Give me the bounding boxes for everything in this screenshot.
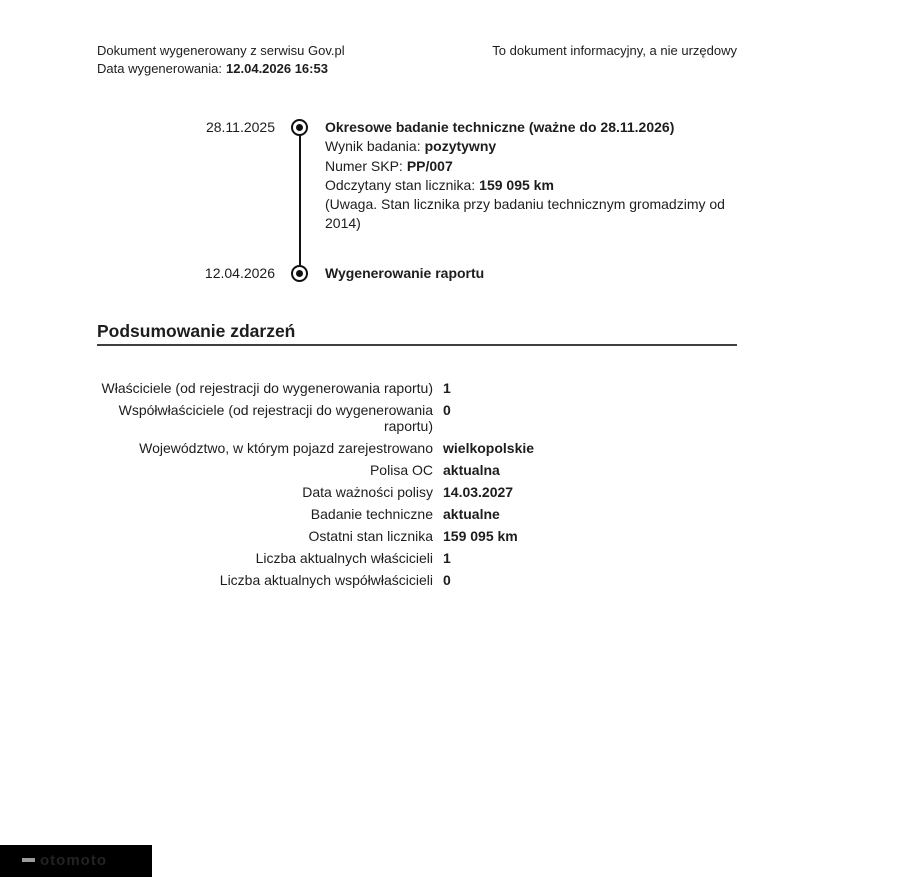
timeline-detail-line	[325, 157, 737, 176]
timeline-event	[325, 264, 737, 283]
section-divider	[97, 344, 737, 346]
summary-row-value: aktualne	[443, 506, 500, 522]
summary-row	[97, 462, 737, 478]
summary-row	[97, 572, 737, 588]
timeline-detail-line	[325, 176, 737, 195]
watermark-strip	[0, 845, 152, 877]
summary-row	[97, 506, 737, 522]
detail-value: PP/007	[406, 157, 453, 174]
timeline-connector-line	[299, 135, 301, 265]
timeline-event	[325, 118, 737, 234]
summary-row-label: Liczba aktualnych właścicieli	[255, 550, 433, 566]
summary-row-label: Ostatni stan licznika	[308, 528, 433, 544]
detail-label: Numer SKP:	[325, 157, 403, 174]
summary-row-value: 0	[443, 402, 451, 418]
generated-date-value: 12.04.2026 16:53	[226, 61, 328, 76]
timeline-event-date: 28.11.2025	[205, 119, 275, 135]
generated-date-label: Data wygenerowania:	[97, 61, 223, 76]
detail-label: Wynik badania:	[325, 138, 421, 155]
summary-row	[97, 550, 737, 566]
summary-row-value: 159 095 km	[443, 528, 518, 544]
summary-row	[97, 440, 737, 456]
summary-row-value: 1	[443, 380, 451, 396]
summary-row-label: Województwo, w którym pojazd zarejestrowano	[139, 440, 433, 456]
generated-date-line	[97, 60, 345, 78]
timeline-marker-icon	[291, 119, 308, 136]
timeline-marker-icon	[291, 265, 308, 282]
summary-row-value: 0	[443, 572, 451, 588]
generated-from-text: Dokument wygenerowany z serwisu Gov.pl	[97, 43, 345, 58]
summary-row	[97, 402, 737, 434]
document-header-left	[97, 42, 345, 78]
summary-row-label: Liczba aktualnych współwłaścicieli	[219, 572, 433, 588]
detail-value: pozytywny	[424, 138, 497, 155]
summary-row-value: 1	[443, 550, 451, 566]
summary-row	[97, 484, 737, 500]
summary-row-value: 14.03.2027	[443, 484, 514, 500]
summary-row-label: Data ważności polisy	[302, 484, 433, 500]
detail-value: 159 095 km	[479, 176, 554, 193]
summary-row-value: aktualna	[443, 462, 500, 478]
summary-row-label: Polisa OC	[369, 462, 433, 478]
timeline-event-note: (Uwaga. Stan licznika przy badaniu technicznym gromadzimy od 2014)	[325, 196, 725, 232]
summary-table	[97, 380, 737, 594]
timeline-event-title: Okresowe badanie techniczne (ważne do 28.11.2026)	[325, 119, 675, 135]
timeline-detail-line	[325, 137, 737, 156]
watermark-dash	[22, 858, 35, 862]
summary-row-label: Właściciele (od rejestracji do wygenerowania raportu)	[101, 380, 433, 396]
disclaimer-text: To dokument informacyjny, a nie urzędowy	[492, 43, 737, 58]
summary-row-label: Badanie techniczne	[310, 506, 433, 522]
summary-section-heading: Podsumowanie zdarzeń	[97, 321, 296, 341]
summary-row	[97, 528, 737, 544]
timeline-event-title: Wygenerowanie raportu	[325, 265, 485, 281]
detail-label: Odczytany stan licznika:	[325, 176, 476, 193]
summary-row-label: Współwłaściciele (od rejestracji do wygenerowania raportu)	[118, 402, 433, 434]
summary-row	[97, 380, 737, 396]
summary-row-value: wielkopolskie	[443, 440, 535, 456]
timeline-event-date: 12.04.2026	[204, 265, 275, 281]
watermark-logo-text: otomoto	[40, 852, 107, 869]
